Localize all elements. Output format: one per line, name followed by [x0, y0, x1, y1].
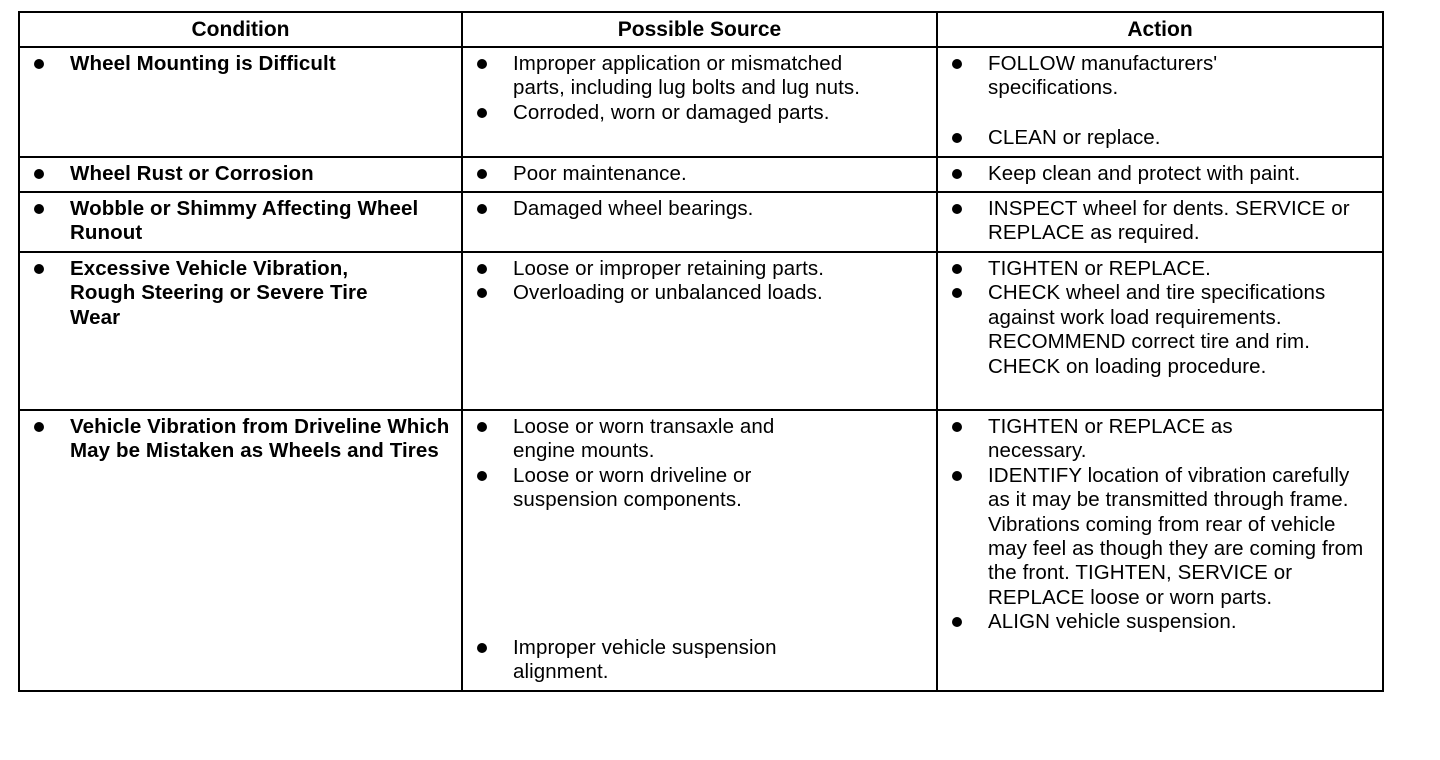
- source-item: Damaged wheel bearings.: [475, 197, 928, 221]
- table-row: [20, 158, 1382, 193]
- table-row: [20, 411, 1382, 690]
- action-item: CHECK wheel and tire specifications against work load requirements. RECOMMEND correct tire and rim. CHECK on loading procedure.: [950, 281, 1348, 379]
- source-item: Overloading or unbalanced loads.: [475, 281, 928, 305]
- header-action: Action: [1127, 18, 1193, 41]
- action-item: FOLLOW manufacturers' specifications.: [950, 52, 1288, 101]
- action-cell: [938, 158, 1382, 191]
- action-item: Keep clean and protect with paint.: [950, 162, 1374, 186]
- source-item: Improper vehicle suspension alignment.: [475, 636, 833, 685]
- condition-cell: [20, 411, 463, 690]
- action-item: CLEAN or replace.: [950, 126, 1374, 150]
- action-cell: [938, 253, 1382, 409]
- table-row: [20, 253, 1382, 411]
- source-item: Improper application or mismatched parts, including lug bolts and lug nuts.: [475, 52, 873, 101]
- action-cell: [938, 48, 1382, 156]
- source-item: Loose or worn driveline or suspension components.: [475, 464, 813, 513]
- source-cell: [463, 48, 938, 156]
- condition-cell: [20, 193, 463, 251]
- action-item: TIGHTEN or REPLACE.: [950, 257, 1374, 281]
- action-item: IDENTIFY location of vibration carefully as it may be transmitted through frame. Vibrations coming from rear of vehicle may feel as though they are coming from the front. TIGHTEN, SERVICE or REPLACE loose or worn parts.: [950, 464, 1368, 610]
- table-row: [20, 48, 1382, 158]
- condition-text: Wheel Rust or Corrosion: [32, 162, 453, 186]
- action-item: INSPECT wheel for dents. SERVICE or REPLACE as required.: [950, 197, 1388, 246]
- source-cell: [463, 411, 938, 690]
- source-item: Loose or improper retaining parts.: [475, 257, 928, 281]
- source-cell: [463, 253, 938, 409]
- header-condition: Condition: [20, 13, 463, 46]
- source-item: Poor maintenance.: [475, 162, 928, 186]
- action-item: ALIGN vehicle suspension.: [950, 610, 1374, 634]
- condition-text: Excessive Vehicle Vibration, Rough Steering or Severe Tire Wear: [32, 257, 410, 330]
- source-cell: [463, 193, 938, 251]
- condition-text: Wobble or Shimmy Affecting Wheel Runout: [32, 197, 453, 246]
- condition-cell: [20, 253, 463, 409]
- condition-text: Vehicle Vibration from Driveline Which May be Mistaken as Wheels and Tires: [32, 415, 460, 464]
- diagnosis-table: [18, 11, 1384, 692]
- table-row: [20, 193, 1382, 253]
- action-cell: [938, 193, 1396, 251]
- condition-text: Wheel Mounting is Difficult: [32, 52, 453, 76]
- source-cell: [463, 158, 938, 191]
- source-item: Corroded, worn or damaged parts.: [475, 101, 928, 125]
- condition-cell: [20, 158, 463, 191]
- table-header-row: [20, 13, 1382, 48]
- source-item: Loose or worn transaxle and engine mounts.: [475, 415, 833, 464]
- condition-cell: [20, 48, 463, 156]
- header-possible-source: Possible Source: [463, 13, 938, 46]
- action-item: TIGHTEN or REPLACE as necessary.: [950, 415, 1278, 464]
- action-cell: [938, 411, 1382, 690]
